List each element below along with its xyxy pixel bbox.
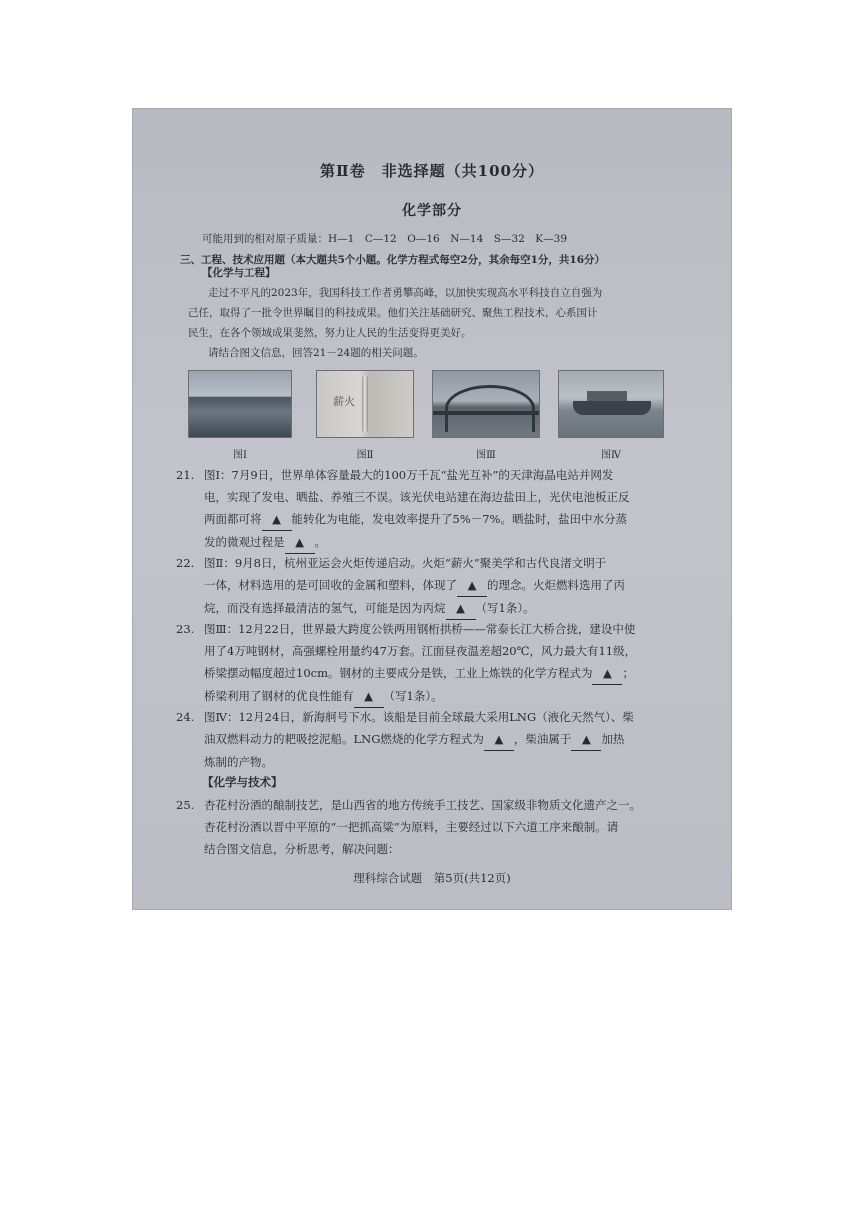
section-technology-heading: 【化学与技术】 bbox=[202, 775, 283, 789]
page-footer: 理科综合试题 第5页(共12页) bbox=[353, 871, 511, 885]
bridge-arch-icon bbox=[445, 385, 535, 432]
answer-blank: ▲ bbox=[446, 597, 476, 620]
figure-4-caption: 图Ⅳ bbox=[601, 450, 621, 461]
figure-3-caption: 图Ⅲ bbox=[476, 450, 496, 461]
answer-blank: ▲ bbox=[592, 662, 622, 685]
figure-3-image bbox=[432, 370, 540, 438]
ship-icon bbox=[573, 401, 651, 415]
exam-page bbox=[132, 108, 732, 910]
question-22: 22. 图Ⅱ：9月8日，杭州亚运会火炬传递启动。火炬“薪火”聚美学和古代良渚文明于 一体，材料选用的是可回收的金属和塑料，体现了 ▲ 的理念。火炬燃料选用了丙 烷，而没有选择最清洁的氢气，可能是因为丙烷 ▲ （写1条）。 bbox=[176, 552, 706, 620]
figure-2-caption: 图Ⅱ bbox=[356, 450, 374, 461]
answer-blank: ▲ bbox=[354, 685, 384, 708]
answer-blank: ▲ bbox=[285, 531, 315, 554]
figure-4 bbox=[558, 370, 664, 461]
atomic-masses: 可能用到的相对原子质量：H—1 C—12 O—16 N—14 S—32 K—39 bbox=[202, 233, 568, 245]
figure-1-image bbox=[188, 370, 292, 438]
question-21: 21. 图Ⅰ：7月9日，世界单体容量最大的100万千瓦“盐光互补”的天津海晶电站并网发 电，实现了发电、晒盐、养殖三不误。该光伏电站建在海边盐田上，光伏电池板正反 两面都可将 ▲ 能转化为电能，发电效率提升了5%－7%。晒盐时，盐田中水分蒸 发的微观过程是 ▲ 。 bbox=[176, 464, 706, 554]
page-title: 第Ⅱ卷 非选择题（共100分） bbox=[320, 162, 544, 180]
figure-1-caption: 图Ⅰ bbox=[233, 450, 247, 461]
figure-2-image bbox=[316, 370, 414, 438]
answer-blank: ▲ bbox=[484, 728, 514, 751]
torch-icon bbox=[362, 375, 368, 433]
question-24: 24. 图Ⅳ：12月24日，新海舸号下水。该船是目前全球最大采用LNG（液化天然气）、柴 油双燃料动力的耙吸挖泥船。LNG燃烧的化学方程式为 ▲ ，柴油属于 ▲ 加热 炼制的产物。 bbox=[176, 710, 634, 769]
intro-paragraph: 走过不平凡的2023年，我国科技工作者勇攀高峰，以加快实现高水平科技自立自强为 己任，取得了一批令世界瞩目的科技成果。他们关注基础研究、聚焦工程技术，心系国计 民生，在各个领域成果斐然，努力让人民的生活变得更美好。 请结合图文信息，回答21－24题的相关问题。 bbox=[188, 287, 603, 359]
question-23: 23. 图Ⅲ：12月22日，世界最大跨度公铁两用钢桁拱桥——常泰长江大桥合拢，建设中使 用了4万吨钢材，高强螺栓用量约47万套。江面昼夜温差超20℃，风力最大有11级， 桥梁摆动幅度超过10cm。钢材的主要成分是铁，工业上炼铁的化学方程式为 ▲ ； 桥梁利用了钢材的优良性能有 ▲ （写1条）。 bbox=[176, 618, 706, 708]
ship-deck bbox=[587, 391, 627, 401]
section-subtitle: 化学部分 bbox=[402, 203, 462, 219]
section-3-title: 三、工程、技术应用题（本大题共5个小题。化学方程式每空2分，其余每空1分，共16分） bbox=[180, 254, 606, 266]
answer-blank: ▲ bbox=[571, 728, 601, 751]
answer-blank: ▲ bbox=[262, 508, 292, 531]
figure-3 bbox=[432, 370, 540, 461]
figure-row bbox=[188, 370, 668, 460]
section-engineering-heading: 【化学与工程】 bbox=[202, 267, 276, 279]
figure-4-image bbox=[558, 370, 664, 438]
bridge-deck bbox=[433, 411, 539, 415]
answer-blank: ▲ bbox=[457, 574, 487, 597]
figure-1 bbox=[188, 370, 292, 461]
question-25: 25. 杏花村汾酒的酿制技艺，是山西省的地方传统手工技艺、国家级非物质文化遗产之一。 杏花村汾酒以晋中平原的“一把抓高粱”为原料，主要经过以下六道工序来酿制。请 结合图文信息，分析思考，解决问题： bbox=[176, 798, 641, 856]
figure-2 bbox=[316, 370, 414, 461]
torch-text: 薪火 bbox=[333, 395, 355, 408]
